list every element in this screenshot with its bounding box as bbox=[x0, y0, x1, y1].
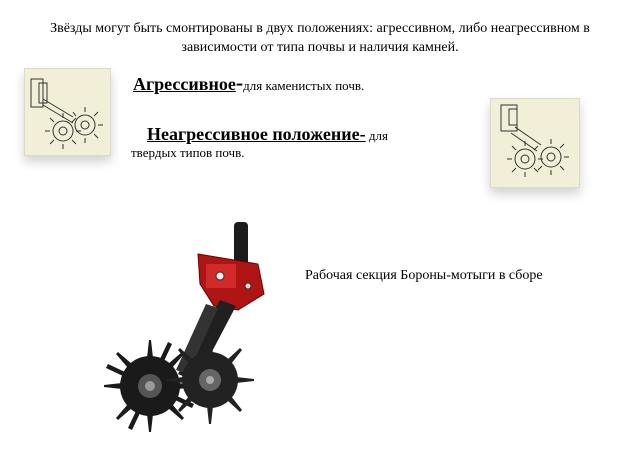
non-aggressive-description: для твердых типов почв. bbox=[131, 128, 388, 160]
aggressive-description: для каменистых почв. bbox=[243, 78, 365, 93]
intro-text: Звёзды могут быть смонтированы в двух положениях: агрессивном, либо неагрессивном в зависимости от типа почвы и наличия камней. bbox=[50, 21, 590, 55]
aggressive-position-drawing bbox=[24, 68, 111, 156]
non-aggressive-title: Неагрессивное положение- bbox=[147, 124, 366, 144]
rotary-hoe-section-image bbox=[88, 214, 288, 449]
non-aggressive-position-drawing bbox=[490, 98, 580, 188]
non-aggressive-heading bbox=[131, 126, 431, 161]
aggressive-dash: - bbox=[235, 70, 244, 95]
assembly-caption: Рабочая секция Бороны-мотыги в сборе bbox=[305, 268, 543, 283]
aggressive-heading bbox=[133, 70, 364, 96]
aggressive-title: Агрессивное bbox=[133, 74, 236, 94]
